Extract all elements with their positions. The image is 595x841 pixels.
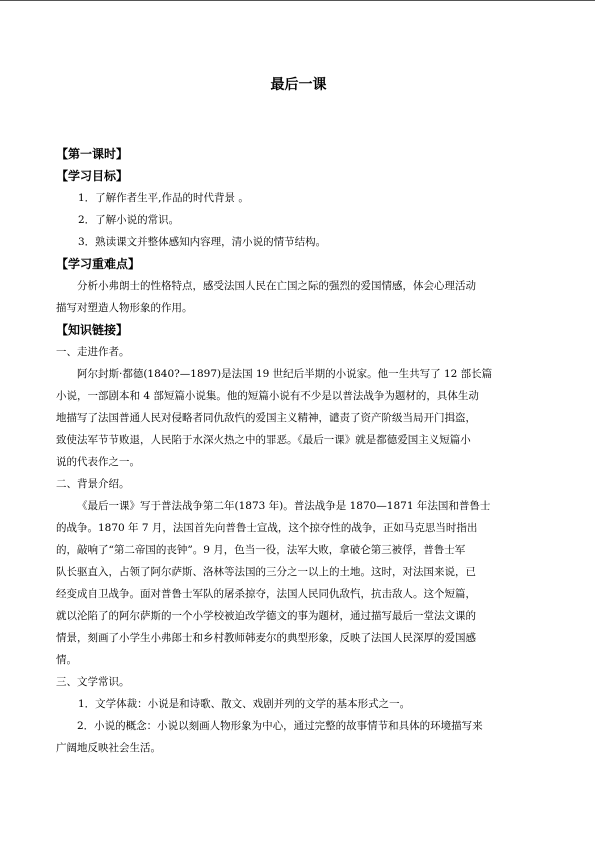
paragraph-line: 描写对塑造人物形象的作用。: [56, 302, 193, 314]
goal-item-2: 2．了解小说的常识。: [78, 214, 180, 226]
document-title: 最后一课: [270, 77, 327, 93]
paragraph-line: 的，敲响了“第二帝国的丧钟”。9 月，色当一役，法军大败，拿破仑第三被俘，普鲁士军: [56, 544, 466, 556]
key-points-paragraph: [56, 275, 541, 319]
part2-title: 二、背景介绍。: [56, 478, 130, 490]
paragraph-line: 小说，一部剧本和 4 部短篇小说集。他的短篇小说有不少是以普法战争为题材的，具体生动: [56, 390, 479, 402]
background-paragraph: [56, 495, 541, 671]
part1-title: 一、走进作者。: [56, 346, 130, 358]
paragraph-line: 2．小说的概念：小说以刻画人物形象为中心，通过完整的故事情节和具体的环境描写来: [77, 720, 483, 732]
author-paragraph: [56, 363, 541, 473]
paragraph-line: 情。: [56, 654, 77, 666]
paragraph-line: 阿尔封斯·都德(1840?—1897)是法国 19 世纪后半期的小说家。他一生共写了 12 部长篇: [77, 368, 493, 380]
knowledge-heading: 【知识链接】: [56, 323, 129, 337]
paragraph-line: 致使法军节节败退，人民陷于水深火热之中的罪恶。《最后一课》就是都德爱国主义短篇小: [56, 434, 471, 446]
top-border-line: [0, 0, 595, 1]
paragraph-line: 说的代表作之一。: [56, 456, 140, 468]
lesson-heading: 【第一课时】: [56, 147, 129, 161]
part3-title: 三、文学常识。: [56, 676, 130, 688]
paragraph-line: 队长驱直入，占领了阿尔萨斯、洛林等法国的三分之一以上的土地。这时，对法国来说，已: [56, 566, 476, 578]
paragraph-line: 就以沦陷了的阿尔萨斯的一个小学校被迫改学德文的事为题材，通过描写最后一堂法文课的: [56, 610, 476, 622]
key-points-heading: 【学习重难点】: [56, 257, 141, 271]
paragraph-line: 情景，刻画了小学生小弗郎士和乡村教师韩麦尔的典型形象，反映了法国人民深厚的爱国感: [56, 632, 476, 644]
paragraph-line: 的战争。1870 年 7 月，法国首先向普鲁士宣战，这个掠夺性的战争，正如马克思当时指出: [56, 522, 478, 534]
goals-heading: 【学习目标】: [56, 169, 129, 183]
paragraph-line: 经变成自卫战争。面对普鲁士军队的屠杀掠夺，法国人民同仇敌忾，抗击敌人。这个短篇，: [56, 588, 476, 600]
novel-concept-paragraph: [56, 715, 541, 759]
goal-item-3: 3．熟读课文并整体感知内容理，清小说的情节结构。: [78, 236, 327, 248]
paragraph-line: 分析小弗朗士的性格特点，感受法国人民在亡国之际的强烈的爱国情感，体会心理活动: [77, 280, 476, 292]
paragraph-line: 地描写了法国普通人民对侵略者同仇敌忾的爱国主义精神，谴责了资产阶级当局开门揖盗，: [56, 412, 476, 424]
paragraph-line: 广阔地反映社会生活。: [56, 742, 161, 754]
paragraph-line: 《最后一课》写于普法战争第二年(1873 年)。普法战争是 1870—1871 年法国和普鲁士: [77, 500, 491, 512]
goal-item-1: 1．了解作者生平,作品的时代背景 。: [78, 192, 249, 204]
literary-genre-item: 1．文学体裁：小说是和诗歌、散文、戏剧并列的文学的基本形式之一。: [78, 698, 411, 710]
document-body: [56, 143, 541, 759]
